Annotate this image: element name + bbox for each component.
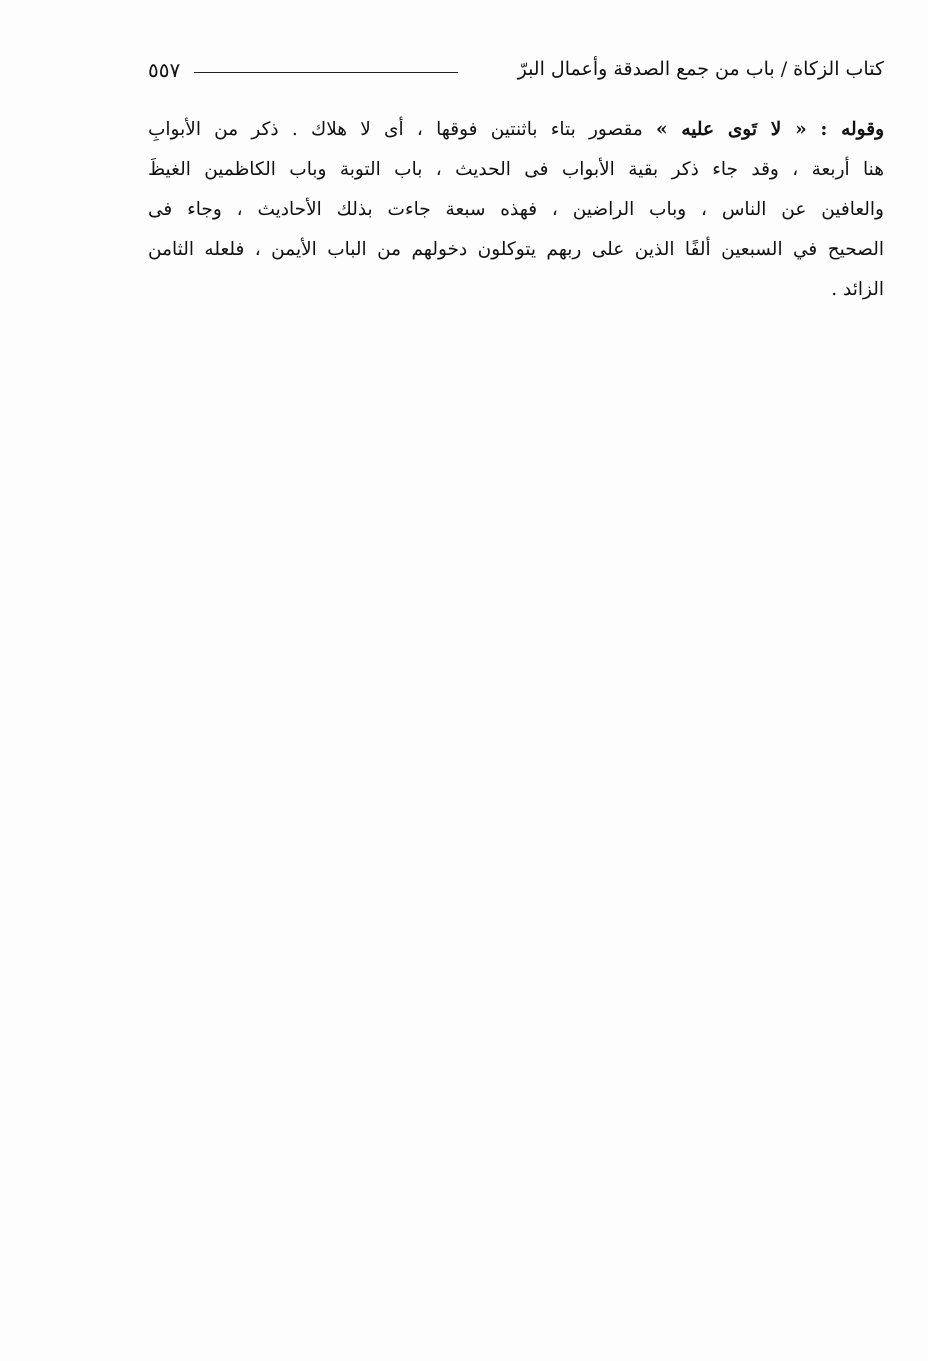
text-line-2: هنا أربعة ، وقد جاء ذكر بقية الأبواب فى الحديث ، باب التوبة وباب الكاظمين الغيظَ (148, 159, 884, 180)
page-number: ٥٥٧ (148, 58, 181, 82)
quoted-phrase: وقوله : « لا تَوى عليه » (656, 119, 884, 140)
header-rule (194, 72, 458, 73)
text-line-1 (148, 110, 884, 150)
text-line-5: الزائد . (831, 279, 884, 300)
text-line-1-rest: مقصور بتاء باثنتين فوقها ، أى لا هلاك . ذكر من الأبوابِ (148, 119, 657, 140)
body-text (148, 110, 884, 310)
running-title: كتاب الزكاة / باب من جمع الصدقة وأعمال البرّ (517, 58, 884, 80)
page-header (148, 52, 884, 92)
text-line-3: والعافين عن الناس ، وباب الراضين ، فهذه سبعة جاءت بذلك الأحاديث ، وجاء فى (148, 199, 884, 220)
text-line-4: الصحيح في السبعين ألفًا الذين على ربهم يتوكلون دخولهم من الباب الأيمن ، فلعله الثامن (148, 239, 884, 260)
